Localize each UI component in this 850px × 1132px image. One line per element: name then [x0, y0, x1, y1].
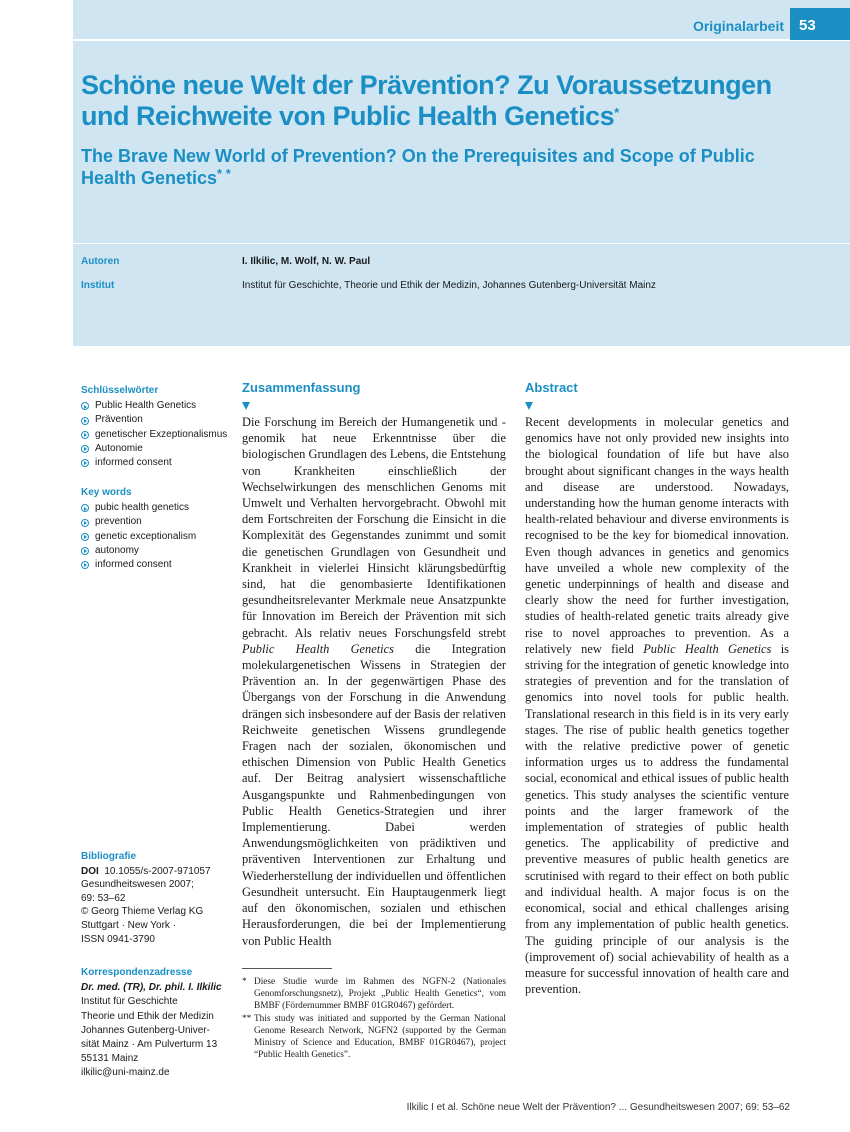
keyword-text: genetischer Exzeptionalismus: [95, 428, 228, 440]
footnote: [242, 976, 506, 1012]
title-de-text: Schöne neue Welt der Prävention? Zu Voraussetzungen und Reichweite von Public Health Genetics: [81, 70, 772, 131]
keyword-text: Public Health Genetics: [95, 400, 197, 412]
authors: I. Ilkilic, M. Wolf, N. W. Paul: [242, 256, 371, 267]
italic-term: Public Health Genetics: [242, 641, 394, 656]
publisher: © Georg Thieme Verlag KG: [81, 906, 204, 918]
footnote: [242, 1013, 506, 1061]
bibliography: [81, 850, 231, 946]
abstract-de: [242, 380, 506, 949]
text-segment: Recent developments in molecular genetics and genomics have not only provided new insights into the biological foundation of life but have also brought about significant changes in the ways health and disease are understood. Nowadays, understanding how the human genome interacts with health-related behaviour and diverse environments is recognised to be the key for biomedical innovation. Even though advances in genetics and genomics have unveiled a whole new complexity of the genetic underpinnings of health and disease and clearly show the need for further investigation, studies of health-related genetic traits already give rise to novel approaches to prevention. As a relatively new field: [525, 415, 789, 656]
doi-line: [81, 865, 231, 879]
keywords-de: [81, 384, 231, 470]
keywords-en: [81, 486, 231, 572]
abstract-en-text: [525, 414, 789, 997]
page-number: 53: [790, 8, 850, 40]
keyword-item: [81, 428, 231, 442]
keyword-item: [81, 442, 231, 456]
header-divider: [73, 39, 850, 41]
keywords-de-title: Schlüsselwörter: [81, 385, 159, 396]
title-en-footnote-mark: * *: [217, 166, 231, 181]
bullet-icon: [81, 547, 89, 555]
bullet-icon: [81, 431, 89, 439]
keyword-item: [81, 501, 231, 515]
title-en-text: The Brave New World of Prevention? On the Prerequisites and Scope of Public Health Genetics: [81, 146, 755, 188]
meta-divider: [73, 243, 850, 244]
email-link[interactable]: ilkilic@uni-mainz.de: [81, 1067, 170, 1079]
keyword-text: genetic exceptionalism: [95, 530, 197, 542]
keyword-text: Prävention: [95, 414, 143, 426]
footnote-mark: **: [242, 1014, 252, 1024]
text-segment: is striving for the integration of genetic knowledge into strategies of prevention and for the translation of genomics into novel tools for public health. Translational research in this field is in its very early stages. The rise of public health genetics together with the relative predictive power of genetic information urges us to address the fundamental social, economical and ethical issues of public health genetics. This study analyses the scientific venture points and the larger framework of the implementation of strategies of public health genetics. The applicability of predictive and preventive measures of public health genetics are scrutinised with regard to their effect on both public and individual health. A major focus is on the economical, social and ethical challenges arising from any implementation of public health genetics. The guiding principle of our analysis is the (improvement of) social achievability of health as a measure for successful innovation of health care and prevention.: [525, 641, 789, 997]
abstract-de-text: [242, 414, 506, 949]
article-title-de: [81, 70, 801, 132]
keyword-text: autonomy: [95, 544, 139, 556]
correspondence-title: Korrespondenzadresse: [81, 967, 193, 978]
footnotes: [242, 976, 506, 1062]
keyword-item: [81, 544, 231, 558]
volume: 69: 53–62: [81, 892, 126, 904]
correspondence: [81, 966, 231, 1081]
journal: Gesundheitswesen 2007;: [81, 879, 194, 891]
authors-label: Autoren: [81, 256, 120, 267]
keyword-item: [81, 558, 231, 572]
institute-label: Institut: [81, 280, 115, 291]
address-line: Theorie und Ethik der Medizin: [81, 1010, 214, 1022]
triangle-down-icon: [242, 402, 250, 410]
keywords-en-title: Key words: [81, 487, 132, 498]
keyword-item: [81, 399, 231, 413]
abstract-de-heading: Zusammenfassung: [242, 380, 361, 395]
bullet-icon: [81, 445, 89, 453]
abstract-en-heading: Abstract: [525, 380, 578, 395]
footnote-mark: *: [242, 977, 247, 987]
bullet-icon: [81, 417, 89, 425]
keyword-text: pubic health genetics: [95, 502, 189, 514]
bullet-icon: [81, 533, 89, 541]
bullet-icon: [81, 504, 89, 512]
footnote-rule: [242, 968, 332, 969]
address-line: Institut für Geschichte: [81, 996, 178, 1008]
bibliography-title: Bibliografie: [81, 851, 137, 862]
keyword-text: informed consent: [95, 559, 172, 571]
article-title-en: [81, 145, 801, 189]
institute: Institut für Geschichte, Theorie und Ethik der Medizin, Johannes Gutenberg-Universität Mainz: [242, 280, 656, 291]
triangle-down-icon: [525, 402, 533, 410]
footnote-text: Diese Studie wurde im Rahmen des NGFN-2 (Nationales Genomforschungsnetz), Projekt „Public Health Genetics“, vom BMBF (Fördernummer BMBF 01GR0467) gefördert.: [254, 977, 506, 1011]
keyword-item: [81, 515, 231, 529]
doi-link[interactable]: 10.1055/s-2007-971057: [104, 865, 211, 877]
section-label: Originalarbeit: [692, 18, 784, 34]
keyword-text: Autonomie: [95, 442, 143, 454]
keyword-item: [81, 456, 231, 470]
bullet-icon: [81, 402, 89, 410]
footnote-text: This study was initiated and supported by the German National Genome Research Network, NGFN2 (supported by the German Ministry of Science and Education, BMBF 01GR0467), project “Public Health Genetics”.: [254, 1014, 506, 1060]
keyword-item: [81, 413, 231, 427]
doi-label: DOI: [81, 865, 99, 877]
text-segment: die Integration molekulargenetischen Wissens in Strategien der Prävention an. In der gegenwärtigen Phase des Übergangs von der Forschung in die Anwendung drängen sich insbesondere auf der Basis der relativen Reichweite genetischen Wissens grundlegende Fragen nach der sozialen, ökonomischen und ethischen Dimension von Public Health Genetics auf. Der Beitrag analysiert wissenschaftliche Ausgangspunkte und Rahmenbedingungen von Public Health Genetics-Strategien und ihrer Implementierung. Dabei werden Anwendungsmöglichkeiten von prädiktiven und präventiven Interventionen zur Erhaltung und Wiederherstellung der individuellen und öffentlichen Gesundheit untersucht. Ein Hauptaugenmerk liegt auf den ökonomischen, sozialen und ethischen Herausforderungen, die bei der Implementierung von Public Health: [242, 641, 506, 948]
address-line: 55131 Mainz: [81, 1053, 139, 1065]
title-de-footnote-mark: *: [614, 105, 619, 120]
bullet-icon: [81, 561, 89, 569]
bullet-icon: [81, 459, 89, 467]
bullet-icon: [81, 519, 89, 527]
address-line: sität Mainz · Am Pulverturm 13: [81, 1039, 218, 1051]
italic-term: Public Health Genetics: [643, 641, 772, 656]
issn: ISSN 0941-3790: [81, 933, 155, 945]
keyword-item: [81, 530, 231, 544]
text-segment: Die Forschung im Bereich der Humangenetik und -genomik hat neue Erkenntnisse über die biologischen Grundlagen des Lebens, die Entstehung von Krankheiten einschließlich der Wechselwirkungen des menschlichen Genoms mit Umwelt und Verhalten hervorgebracht. Obwohl mit dem Fortschreiten der Forschung die Einsicht in die Komplexität des Gegenstandes zunimmt und somit die genetischen Grundlagen von Gesundheit und Krankheit in vielerlei Hinsicht klärungsbedürftig sind, hat die genombasierte Identifikationen gesundheitsrelevanter Merkmale neue Ansatzpunkte für Innovation im Bereich der Prävention mit sich gebracht. Als relativ neues Forschungsfeld strebt: [242, 415, 506, 640]
keyword-text: prevention: [95, 516, 142, 528]
place: Stuttgart · New York ·: [81, 919, 177, 931]
keyword-text: informed consent: [95, 457, 172, 469]
abstract-en: [525, 380, 789, 997]
page-footer: Ilkilic I et al. Schöne neue Welt der Prävention? ... Gesundheitswesen 2007; 69: 53–62: [406, 1102, 790, 1113]
correspondence-name: Dr. med. (TR), Dr. phil. I. Ilkilic: [81, 982, 222, 994]
address-line: Johannes Gutenberg-Univer-: [81, 1024, 210, 1036]
